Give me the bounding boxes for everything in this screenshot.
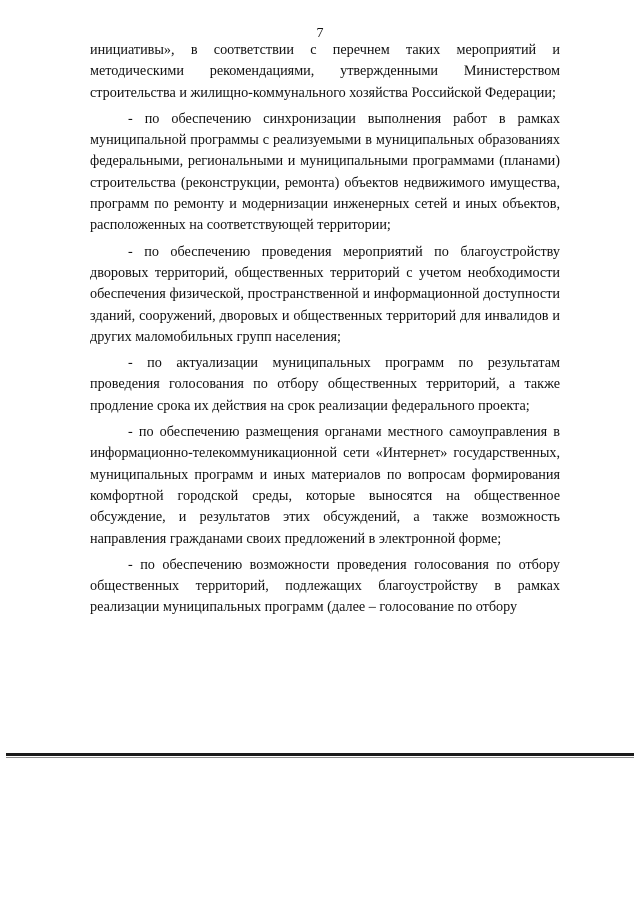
footer-rule-shadow xyxy=(6,757,634,758)
page-number: 7 xyxy=(316,26,324,41)
paragraph-program-update: - по актуализации муниципальных программ по результатам проведения голосования по отбору общественных территорий, а также продление срока их действия на срок реализации федерального проекта; xyxy=(90,355,560,414)
footer-rule xyxy=(6,753,634,756)
paragraph-synchronization: - по обеспечению синхронизации выполнения работ в рамках муниципальной программы с реализуемыми в муниципальных образованиях федеральными, региональными и муниципальными программами (планами) строительства (реконструкции, ремонта) объектов недвижимого имущества, программ по ремонту и модернизации инженерных сетей и иных объектов, расположенных на соответствующей территории; xyxy=(90,110,560,234)
paragraph-accessibility: - по обеспечению проведения мероприятий по благоустройству дворовых территорий, общественных территорий с учетом необходимости обеспечения физической, пространственной и информационной доступности зданий, сооружений, дворовых и общественных территорий для инвалидов и других маломобильных групп населения; xyxy=(90,243,560,345)
paragraph-continuation: инициативы», в соответствии с перечнем таких мероприятий и методическими рекомендациями, утвержденными Министерством строительства и жилищно-коммунального хозяйства Российской Федерации; xyxy=(90,42,560,101)
document-body xyxy=(90,40,560,624)
paragraph-internet-publication: - по обеспечению размещения органами местного самоуправления в информационно-телекоммуникационной сети «Интернет» государственных, муниципальных программ и иных материалов по вопросам формирования комфортной городской среды, которые выносятся на общественное обсуждение, и результатов этих обсуждений, а также возможность направления гражданами своих предложений в электронной форме; xyxy=(90,424,560,547)
paragraph-voting: - по обеспечению возможности проведения голосования по отбору общественных территорий, подлежащих благоустройству в рамках реализации муниципальных программ (далее – голосование по отбору xyxy=(90,556,560,616)
